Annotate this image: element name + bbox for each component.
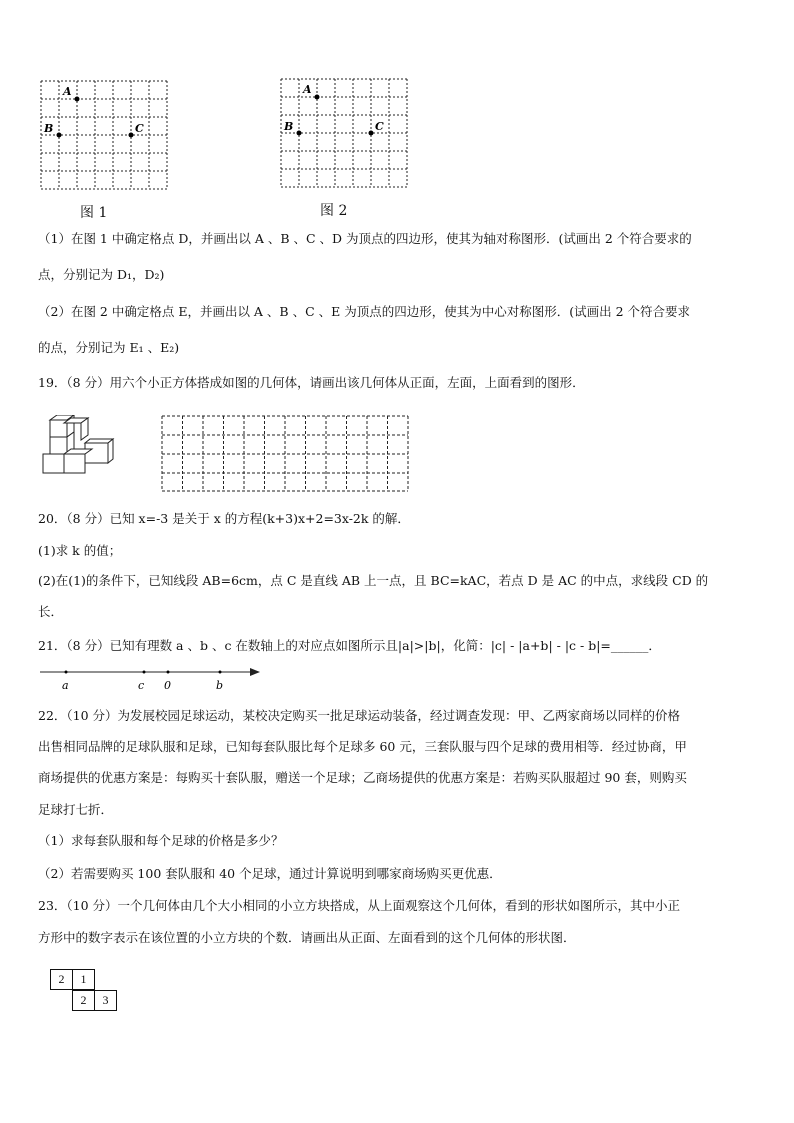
label-a: A — [303, 83, 312, 96]
cube-structure-figure — [40, 415, 122, 475]
q22-line1: 22．（10 分）为发展校园足球运动，某校决定购买一批足球运动装备，经过调查发现：甲、乙两家商场以同样的价格 — [38, 708, 681, 723]
axis-label-c: c — [138, 679, 145, 692]
axis-label-b: b — [216, 679, 224, 692]
q22-line3: 商场提供的优惠方案是：每购买十套队服，赠送一个足球；乙商场提供的优惠方案是：若购买队服超过 90 套，则购买 — [38, 770, 687, 785]
q19-text: 19．（8 分）用六个小正方体搭成如图的几何体，请画出该几何体从正面，左面，上面看到的图形． — [38, 375, 585, 390]
point-b — [57, 133, 62, 138]
q20-line2: (1)求 k 的值； — [38, 543, 122, 558]
figure-1-caption: 图 1 — [80, 205, 108, 221]
count-cell: 3 — [94, 990, 117, 1011]
point-a — [315, 95, 320, 100]
label-c: C — [375, 120, 384, 133]
label-a: A — [63, 85, 72, 98]
q19-answer-grid — [160, 414, 412, 494]
number-line — [38, 664, 268, 694]
q23-line1: 23．（10 分）一个几何体由几个大小相同的小立方块搭成，从上面观察这个几何体，看到的形状如图所示，其中小正 — [38, 898, 681, 913]
figure-2-caption: 图 2 — [320, 203, 348, 219]
point-c — [129, 133, 134, 138]
q20-line1: 20．（8 分）已知 x=-3 是关于 x 的方程(k+3)x+2=3x-2k 的解． — [38, 511, 410, 526]
q18-part2-line1: （2）在图 2 中确定格点 E，并画出以 A 、B 、C 、E 为顶点的四边形，使其为中心对称图形．(试画出 2 个符合要求 — [38, 304, 690, 319]
axis-label-a: a — [62, 679, 69, 692]
point-a — [75, 97, 80, 102]
q22-line4: 足球打七折． — [38, 802, 114, 817]
point-c — [369, 131, 374, 136]
q22-sub2: （2）若需要购买 100 套队服和 40 个足球，通过计算说明到哪家商场购买更优惠． — [38, 866, 502, 881]
q22-sub1: （1）求每套队服和每个足球的价格是多少？ — [38, 833, 284, 848]
q23-line2: 方形中的数字表示在该位置的小立方块的个数．请画出从正面、左面看到的这个几何体的形状图． — [38, 930, 576, 945]
q20-line3: (2)在(1)的条件下，已知线段 AB=6cm，点 C 是直线 AB 上一点，且 BC=kAC，若点 D 是 AC 的中点，求线段 CD 的 — [38, 573, 709, 588]
axis-label-zero: 0 — [164, 679, 171, 692]
figure-1-grid — [40, 80, 170, 192]
label-c: C — [135, 122, 144, 135]
q18-part1-line1: （1）在图 1 中确定格点 D，并画出以 A 、B 、C 、D 为顶点的四边形，使其为轴对称图形．(试画出 2 个符合要求的 — [38, 231, 692, 246]
count-cell: 2 — [72, 990, 95, 1011]
q18-part2-line2: 的点，分别记为 E₁ 、E₂) — [38, 340, 180, 355]
q20-line4: 长． — [38, 604, 64, 619]
q18-part1-line2: 点，分别记为 D₁，D₂) — [38, 267, 165, 282]
q21-text: 21．（8 分）已知有理数 a 、b 、c 在数轴上的对应点如图所示且|a|>|b|，化简：|c| - |a+b| - |c - b|=______． — [38, 638, 661, 653]
figure-2-grid — [280, 78, 410, 190]
q22-line2: 出售相同品牌的足球队服和足球，已知每套队服比每个足球多 60 元，三套队服与四个足球的费用相等．经过协商，甲 — [38, 739, 687, 754]
point-b — [297, 131, 302, 136]
label-b: B — [44, 122, 54, 135]
count-cell: 2 — [50, 969, 73, 990]
label-b: B — [284, 120, 294, 133]
count-cell: 1 — [72, 969, 95, 990]
